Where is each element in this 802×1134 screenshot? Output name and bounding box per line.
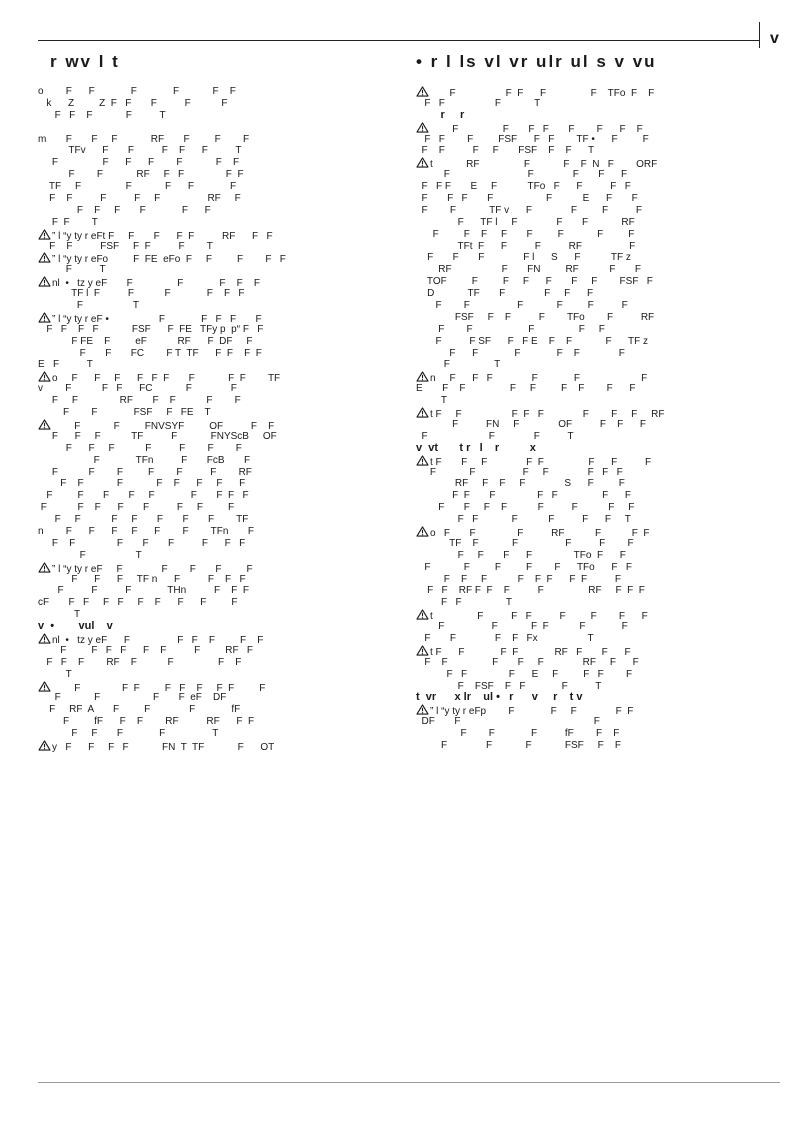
text-line-content: v • vul v [38,621,113,633]
text-line [38,431,408,443]
text-line [38,264,408,276]
text-line-content: ” l “y ty r eF F F F F F [52,563,253,574]
text-line-content: F F F fF F F [416,728,620,740]
text-line-content: F F F F F F F [416,466,623,478]
text-line [416,359,788,371]
text-line [38,110,408,122]
text-line-content: F F F F F E F F [416,193,638,205]
text-line [38,134,408,146]
text-line-content: F F T [38,216,98,228]
text-line-content: T [38,609,81,621]
text-line [416,467,788,479]
text-line-content: F F F F FSF F F T [416,145,595,157]
text-line [416,276,788,288]
text-line [38,98,408,110]
text-line [416,169,788,181]
text-line [416,217,788,229]
warning-icon [38,562,51,573]
text-line-content: m F F F RF F F F [38,133,250,145]
text-line-content: n F F F F F F TFn F [38,525,254,537]
text-line-content: F F F F F F F F F [416,573,622,585]
text-line-content: t vr x lr ul • r v r t v [416,692,583,704]
text-line-content: FSF F F F TFo F RF [416,311,655,323]
text-line [416,633,788,645]
text-line-content: F F F F F F F F [416,228,635,240]
warning-icon [416,86,429,97]
text-line [38,514,408,526]
text-line [416,645,788,657]
text-line-content: F TFn F FcB F [38,454,251,466]
text-line-content: F F F F F F F F F [38,490,249,502]
text-line [38,181,408,193]
text-line [38,359,408,371]
text-line [38,716,408,728]
text-line-content: o F F F F F F F F F TF [52,373,281,384]
warning-icon [38,740,51,751]
text-line-content: F F F F F F F F [416,502,635,514]
text-line [416,348,788,360]
text-line-content: F F F F F F [416,621,628,633]
section-heading [416,443,788,455]
text-line [416,324,788,336]
text-line-content: t F F F F F F F F RF [430,409,665,419]
text-line [38,276,408,288]
text-line [416,490,788,502]
text-line-content: F T [38,264,106,276]
left-column [38,86,408,752]
text-line [38,692,408,704]
text-line-content: F F T [416,597,512,609]
text-line [416,336,788,348]
text-line-content: F F F F F F F F F [52,682,266,693]
text-line [416,669,788,681]
text-line-content: F F F FSF F F [416,739,622,751]
text-line [416,716,788,728]
text-line-content: F F FSF F F F T [38,240,213,252]
text-line [38,241,408,253]
text-line [416,419,788,431]
text-line-content: T [416,395,447,407]
text-line [416,157,788,169]
text-line-content: t RF F F F N F ORF [430,159,658,170]
text-line [416,681,788,693]
text-line [38,538,408,550]
warning-icon [416,371,429,382]
text-line [416,122,788,134]
text-line [38,704,408,716]
text-line [416,145,788,157]
text-line [38,157,408,169]
text-line [38,205,408,217]
text-line-content [38,122,41,133]
text-line-content: F F F T [416,97,541,109]
text-line [416,574,788,586]
text-line-content: F F F F Fx T [416,632,594,644]
text-line-content: F F F F F F F F [38,502,235,514]
text-line-content: n F F F F F F [430,373,648,384]
text-line [38,419,408,431]
text-line-content: F F F F F [416,169,628,181]
text-line [38,324,408,336]
section-heading [416,692,788,704]
text-line-content: F FE F eF RF F DF F [38,335,253,347]
text-line [416,526,788,538]
text-line [38,669,408,681]
text-line-content: v F F F FC F F [38,383,237,395]
running-header-left: r wv l t [50,52,120,71]
text-line-content: t F F F F F F F [430,611,648,622]
warning-icon [38,252,51,263]
text-line [38,681,408,693]
text-line-content: F fF F F RF RF F F [38,716,255,728]
text-line-content: t F F F F F F F F [430,456,652,467]
text-line-content: TFt F F F RF F [416,240,636,252]
text-line [416,98,788,110]
text-line [416,657,788,669]
text-line-content: F F F F F TFo F F [416,561,632,573]
section-heading [416,110,788,122]
text-line [416,621,788,633]
text-line-content: F F F TF F FNYScB OF [38,430,277,442]
text-line-content: F T [38,549,142,561]
text-line [416,502,788,514]
text-line [416,407,788,419]
text-line-content: T [38,668,72,680]
warning-icon [416,526,429,537]
text-line [416,312,788,324]
text-line [38,252,408,264]
warning-icon [416,455,429,466]
text-line-content: ” l “y ty r eFt F F F F F RF F F [52,230,273,241]
text-line-content: F F F F l S F TF z [416,252,631,264]
section-heading [38,621,408,633]
warning-icon [38,312,51,323]
text-line-content: F F F F F F [416,347,625,359]
text-line-content: cF F F F F F F F F F [38,597,238,609]
text-line-content: TFv F F F F F T [38,145,242,157]
text-line-content: F F F F F F F [38,442,242,454]
text-line [416,241,788,253]
text-line-content: F F F F F TFo F F [430,88,655,98]
text-line [38,740,408,752]
warning-icon [38,229,51,240]
text-line [38,609,408,621]
text-line-content: F F F TF n F F F F [38,573,246,585]
header-rule [38,40,760,41]
text-line-content: F F F FSF F F TF • F F [416,133,649,145]
text-line [38,407,408,419]
text-line [38,312,408,324]
text-line [38,300,408,312]
text-line-content: TOF F F F F F F FSF F [416,276,653,288]
text-line [416,86,788,98]
text-line-content: F F F F F F [38,204,211,216]
text-line-content: nl • tz y eF F F F F F F [52,634,264,645]
running-header-right: • r l ls vl vr ulr ul s v vu [416,52,657,71]
text-line-content: nl • tz y eF F F F F F [52,278,260,289]
text-line [38,526,408,538]
text-line-content: TF F F F F F [38,181,237,193]
text-line [416,252,788,264]
text-line [38,467,408,479]
text-line [38,550,408,562]
text-line [38,169,408,181]
warning-icon [416,704,429,715]
text-line [38,371,408,383]
text-line [416,431,788,443]
text-line [416,562,788,574]
text-line [38,443,408,455]
text-line [416,371,788,383]
warning-icon [416,407,429,418]
text-line-content: F F F F F F RF [38,466,252,478]
text-line [38,193,408,205]
text-line-content: F F F F F F T [416,514,631,526]
text-line [416,538,788,550]
text-line [38,217,408,229]
text-line-content: F F F F FSF F FE TFy p p“ F F [38,323,264,335]
text-line-content: t F F F F RF F F F [430,646,631,657]
warning-icon [38,633,51,644]
page-number: v [770,30,779,47]
text-line-content: y F F F F FN T TF F OT [52,741,275,752]
text-line [416,478,788,490]
text-line-content: F T [38,300,139,312]
text-line [416,514,788,526]
header-rule-tick [759,22,760,48]
text-line-content: F F FC F T TF F F F F [38,347,262,359]
text-line-content: F F F F F F F F [430,123,643,134]
right-column [416,86,788,752]
text-line [416,550,788,562]
text-line-content: F F F F F [416,323,605,335]
text-line [38,502,408,514]
text-line-content: F F RF F F F F RF F F F [416,585,645,597]
text-line [38,645,408,657]
warning-icon [416,645,429,656]
warning-icon [416,609,429,620]
footer-rule [38,1082,780,1083]
text-line-content: F T [416,359,501,371]
text-line-content: E F T [38,359,93,371]
text-line-content: F F F F TFo F F [416,549,626,561]
warning-icon [416,157,429,168]
text-line-content: TF l F F F F F F [38,288,245,300]
warning-icon [38,371,51,382]
text-line [38,657,408,669]
text-line-content: k Z Z F F F F F [38,97,228,109]
text-line-content: F F F F F F F F [38,537,246,549]
text-line [416,704,788,716]
text-line [38,633,408,645]
text-line-content: F F F F F RF F F [416,656,639,668]
text-line-content: F FSF F F F T [416,680,602,692]
text-line-content: F TF l F F F RF [416,216,635,228]
text-line-content: F RF A F F F fF [38,704,241,716]
text-line [38,490,408,502]
text-line [38,122,408,134]
text-line [416,134,788,146]
text-line-content: v vt t r l r x [416,442,536,454]
text-line-content: RF F FN RF F F [416,264,642,276]
text-line [416,395,788,407]
text-line [38,455,408,467]
text-line-content: F F F E F F F F [416,668,633,680]
text-line [416,383,788,395]
text-line [416,609,788,621]
text-line-content: F FN F OF F F F [416,418,647,430]
text-line-content: o F F F RF F F F [430,527,650,538]
text-line-content: F F F F F F [416,300,628,312]
text-line [416,181,788,193]
text-line [416,300,788,312]
text-line-content: F F F RF F F F F [38,656,242,668]
text-line [38,574,408,586]
text-line [38,585,408,597]
text-line [38,395,408,407]
text-line-content: o F F F F F F [38,86,236,97]
text-line-content: F F F THn F F F [38,585,249,597]
text-line-content: RF F F F S F F [416,478,625,490]
text-line [416,455,788,467]
text-line [416,205,788,217]
text-line [38,348,408,360]
text-line [416,585,788,597]
text-line [38,597,408,609]
text-line-content: F F F F eF DF [38,692,227,704]
text-line [416,597,788,609]
text-line-content: F F RF F F F F [38,169,244,181]
text-line-content: F F F F F F F TF [38,514,249,526]
text-line-content: F F F F F RF F [38,193,241,205]
text-line-content: F F F F F F F [38,157,240,169]
text-line [416,728,788,740]
text-line-content: F F F F F F F F [38,478,246,490]
warning-icon [416,122,429,133]
text-line-content: D TF F F F F [416,288,594,300]
text-line-content: DF F F [416,716,600,728]
text-line [416,264,788,276]
text-line [38,336,408,348]
text-line-content: F F SF F F E F F F TF z [416,335,649,347]
text-line [38,145,408,157]
text-line-content: F F F T [416,430,574,442]
text-line-content: ” l “y ty r eFp F F F F F [430,706,634,717]
text-line [416,740,788,752]
text-line-content: TF F F F F F [416,537,634,549]
text-line [38,383,408,395]
text-line-content: F F F E F TFo F F F F [416,181,631,193]
text-line-content: F F RF F F F F [38,395,241,407]
text-line [416,229,788,241]
warning-icon [38,276,51,287]
text-line-content: F F F F T [38,728,219,740]
text-line-content: F F F F T [38,109,166,121]
warning-icon [38,419,51,430]
text-line-content: E F F F F F F F F [416,383,636,395]
text-line-content: ” l “y ty r eFo F FE eFo F F F F F [52,254,286,265]
text-line-content: r r [416,109,465,121]
text-line-content: F F F F F F F RF F [38,644,254,656]
text-line-content: ” l “y ty r eF • F F F F F [52,313,262,324]
text-line-content: F F FSF F FE T [38,407,211,419]
text-line-content: F F FNVSYF OF F F [52,420,275,431]
text-line-content: F F TF v F F F F [416,204,642,216]
warning-icon [38,681,51,692]
text-line [38,478,408,490]
text-line [38,728,408,740]
text-line [38,562,408,574]
text-line [38,288,408,300]
text-line [38,86,408,98]
text-line [416,288,788,300]
text-line-content: F F F F F F F [416,490,632,502]
text-line [38,229,408,241]
text-line [416,193,788,205]
